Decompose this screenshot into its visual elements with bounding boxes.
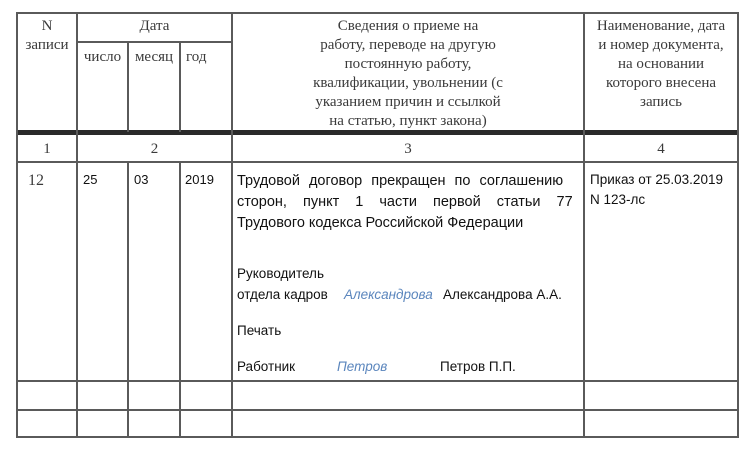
manager-title-line1: Руководитель xyxy=(237,266,324,281)
header-month: месяц xyxy=(134,49,174,65)
stamp-label: Печать xyxy=(237,323,282,338)
worker-title: Работник xyxy=(237,359,296,374)
header-info: Сведения о приеме на работу, переводе на другую постоянную работу, квалификации, увольнении (с указанием причин и ссылкой на статью, пункт закона) xyxy=(313,18,503,129)
manager-name: Александрова А.А. xyxy=(443,287,562,302)
column-number-1: 1 xyxy=(43,141,51,157)
entry-record-number: 12 xyxy=(28,172,44,189)
number-row-divider xyxy=(16,161,739,163)
header-year: год xyxy=(186,49,207,65)
date-header-divider xyxy=(77,41,232,43)
column-divider xyxy=(127,161,129,438)
table-border-left xyxy=(16,12,18,438)
empty-row-divider xyxy=(16,409,739,411)
entry-text-line: Трудового кодекса Российской Федерации xyxy=(237,215,524,231)
entry-document: Приказ от 25.03.2019 N 123-лс xyxy=(590,172,723,207)
table-border-top xyxy=(16,12,739,14)
header-day: число xyxy=(83,49,122,65)
table-border-right xyxy=(737,12,739,438)
entry-description xyxy=(237,171,579,234)
header-date: Дата xyxy=(139,18,170,34)
entry-text-line: Трудовой договор прекращен по соглашению xyxy=(237,173,564,189)
table-border-bottom xyxy=(16,436,739,438)
column-number-2: 2 xyxy=(150,141,159,157)
worker-signature: Петров xyxy=(337,359,388,374)
column-number-3: 3 xyxy=(404,141,412,157)
entry-month: 03 xyxy=(134,172,149,187)
header-document: Наименование, дата и номер документа, на основании которого внесена запись xyxy=(596,18,726,110)
column-divider xyxy=(179,161,181,438)
column-divider xyxy=(76,12,78,438)
manager-title-line2: отдела кадров xyxy=(237,287,328,302)
entry-year: 2019 xyxy=(185,172,214,187)
work-record-table xyxy=(16,12,739,438)
entry-row-divider xyxy=(16,380,739,382)
entry-text-line: сторон, пункт 1 части первой статьи 77 xyxy=(237,194,573,210)
column-number-4: 4 xyxy=(657,141,665,157)
header-record-number: N записи xyxy=(25,18,69,53)
manager-signature: Александрова xyxy=(344,287,433,302)
column-divider xyxy=(179,41,181,132)
entry-day: 25 xyxy=(83,172,98,187)
worker-name: Петров П.П. xyxy=(440,359,516,374)
